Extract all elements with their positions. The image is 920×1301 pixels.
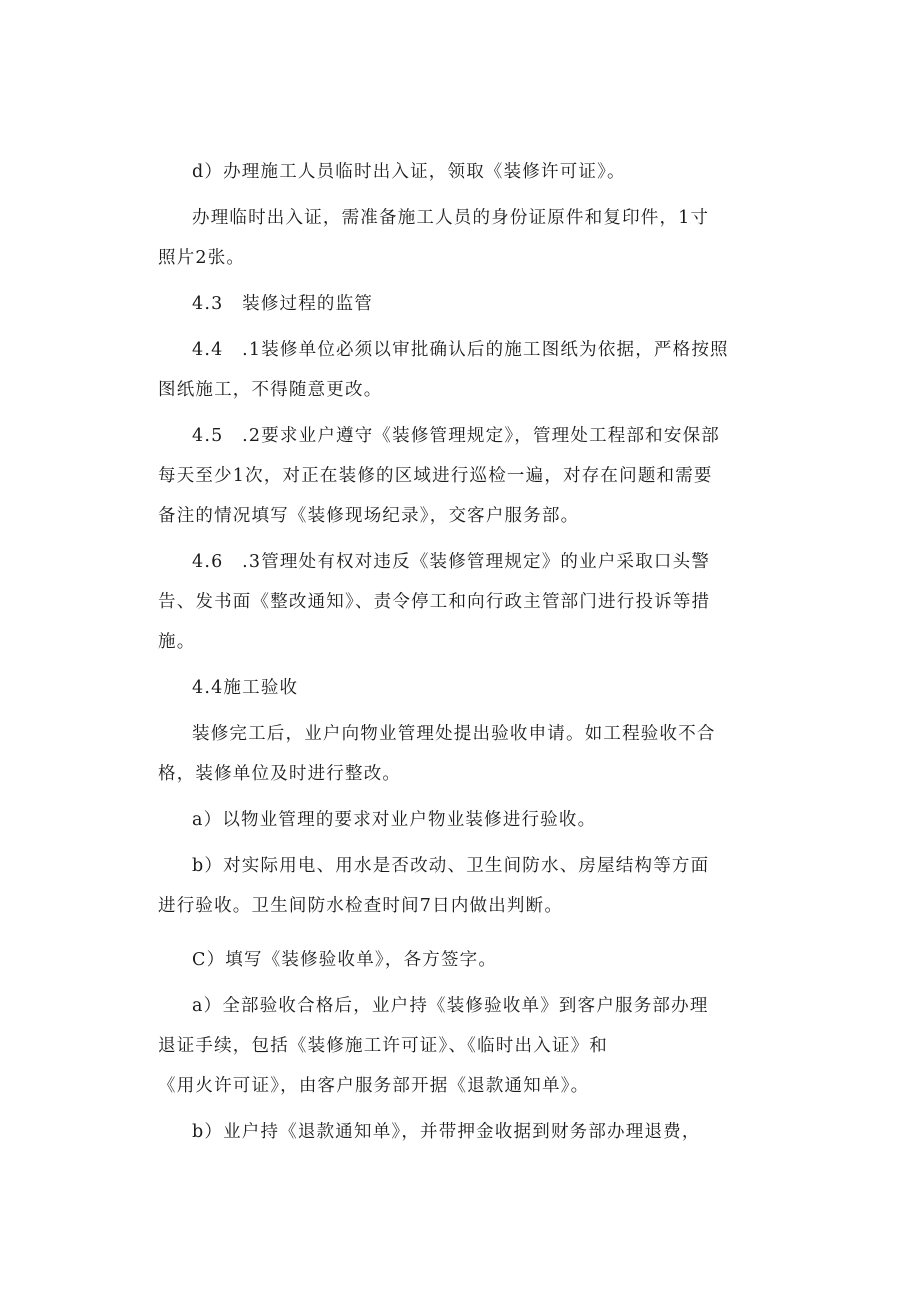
text-line: 照片2张。 [158,248,246,268]
text-line: 4.4施工验收 [192,678,299,698]
text-line: 装修完工后，业户向物业管理处提出验收申请。如工程验收不合 [192,724,716,744]
text-line: 每天至少1次，对正在装修的区域进行巡检一遍，对存在问题和需要 [158,466,713,486]
text-line: b）对实际用电、用水是否改动、卫生间防水、房屋结构等方面 [192,856,710,876]
paragraph-completion [158,714,758,794]
paragraph-a-refund-procedure [158,986,758,1106]
section-heading-4-4-acceptance [158,668,758,708]
paragraph-4-5 [158,416,758,536]
paragraph-4-6 [158,542,758,662]
paragraph-a-acceptance [158,800,758,840]
text-line: 4.5 .2要求业户遵守《装修管理规定》，管理处工程部和安保部 [192,426,720,446]
text-line: 格，装修单位及时进行整改。 [158,764,402,784]
text-line: 施。 [158,632,196,652]
paragraph-4-4 [158,330,758,410]
document-body [158,152,758,1152]
text-line: C）填写《装修验收单》，各方签字。 [192,950,498,970]
text-line: 退证手续，包括《装修施工许可证》、《临时出入证》和 [158,1036,608,1056]
paragraph-d-temp-pass [158,152,758,192]
text-line: 4.3 装修过程的监管 [192,294,374,314]
text-line: 告、发书面《整改通知》、责令停工和向行政主管部门进行投诉等措 [158,592,711,612]
text-line: 办理临时出入证，需准备施工人员的身份证原件和复印件，1寸 [192,208,710,228]
text-line: a）全部验收合格后，业户持《装修验收单》到客户服务部办理 [192,996,709,1016]
text-line: a）以物业管理的要求对业户物业装修进行验收。 [192,810,597,830]
paragraph-b-inspection [158,846,758,926]
text-line: 进行验收。卫生间防水检查时间7日内做出判断。 [158,896,564,916]
text-line: 4.6 .3管理处有权对违反《装修管理规定》的业户采取口头警 [192,552,711,572]
text-line: 《用火许可证》，由客户服务部开据《退款通知单》。 [158,1076,590,1096]
text-line: d）办理施工人员临时出入证，领取《装修许可证》。 [192,162,626,182]
section-heading-4-3 [158,284,758,324]
paragraph-temp-pass-requirements [158,198,758,278]
paragraph-c-sign [158,940,758,980]
paragraph-b-refund [158,1112,758,1152]
text-line: 备注的情况填写《装修现场纪录》，交客户服务部。 [158,506,580,526]
text-line: b）业户持《退款通知单》，并带押金收据到财务部办理退费， [192,1122,701,1142]
text-line: 图纸施工，不得随意更改。 [158,380,383,400]
text-line: 4.4 .1装修单位必须以审批确认后的施工图纸为依据，严格按照 [192,340,729,360]
